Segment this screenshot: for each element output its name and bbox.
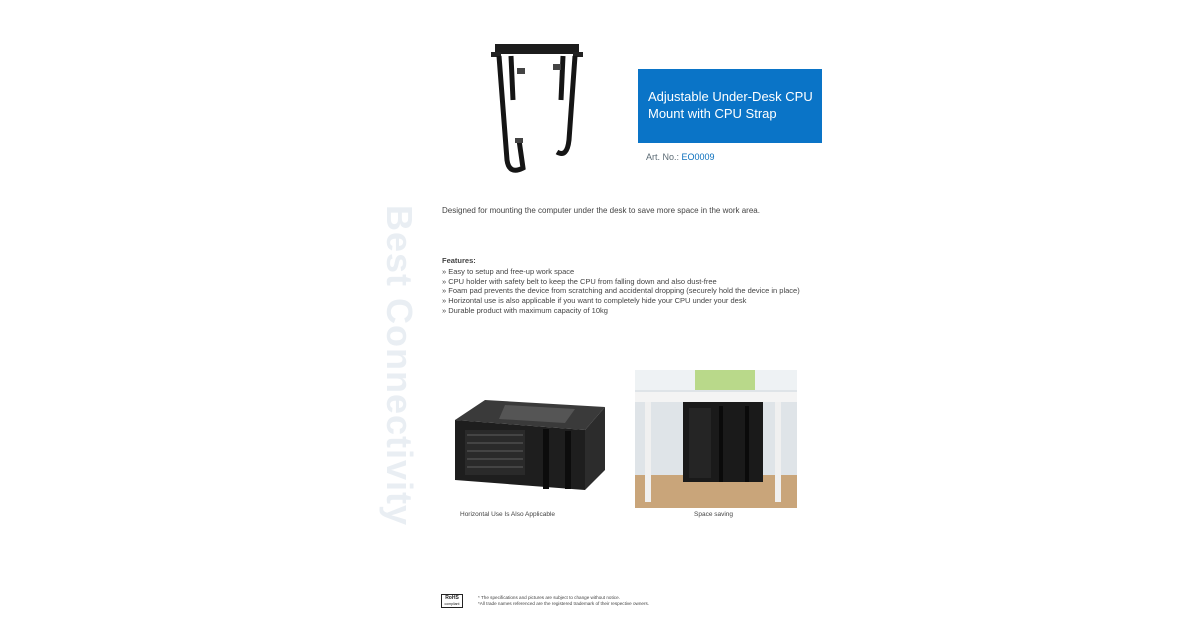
rohs-label: RoHS	[445, 595, 459, 601]
footnote-line: *All trade names referenced are the registered trademark of their respective owners.	[478, 601, 650, 606]
article-number-code: EO0009	[681, 152, 715, 162]
horizontal-use-photo	[445, 385, 610, 495]
article-number	[646, 152, 715, 162]
article-number-label: Art. No.:	[646, 152, 680, 162]
caption-horizontal-use: Horizontal Use Is Also Applicable	[460, 511, 556, 518]
feature-item: » CPU holder with safety belt to keep the CPU from falling down and also dust-free	[442, 276, 717, 286]
rohs-sub: compliant	[444, 602, 460, 606]
brand-watermark	[380, 205, 420, 575]
cpu-mount-image	[483, 40, 593, 180]
feature-item: » Easy to setup and free-up work space	[442, 266, 575, 276]
product-description: Designed for mounting the computer under the desk to save more space in the work area.	[442, 206, 760, 215]
product-title: Adjustable Under-Desk CPU Mount with CPU Strap	[648, 89, 813, 121]
rohs-logo	[441, 594, 463, 608]
watermark-text: Best Connectivity	[379, 205, 420, 527]
features-list	[442, 256, 802, 316]
feature-item: » Horizontal use is also applicable if you want to completely hide your CPU under your desk	[442, 296, 747, 306]
footnotes	[478, 595, 738, 607]
space-saving-photo	[635, 370, 797, 508]
feature-item: » Durable product with maximum capacity of 10kg	[442, 305, 608, 315]
features-heading: Features:	[442, 256, 476, 265]
product-title-box	[638, 69, 822, 143]
caption-space-saving: Space saving	[694, 511, 734, 518]
footnote-line: * The specifications and pictures are subject to change without notice.	[478, 595, 620, 600]
feature-item: » Foam pad prevents the device from scratching and accidental dropping (securely hold the device in place)	[442, 286, 800, 296]
